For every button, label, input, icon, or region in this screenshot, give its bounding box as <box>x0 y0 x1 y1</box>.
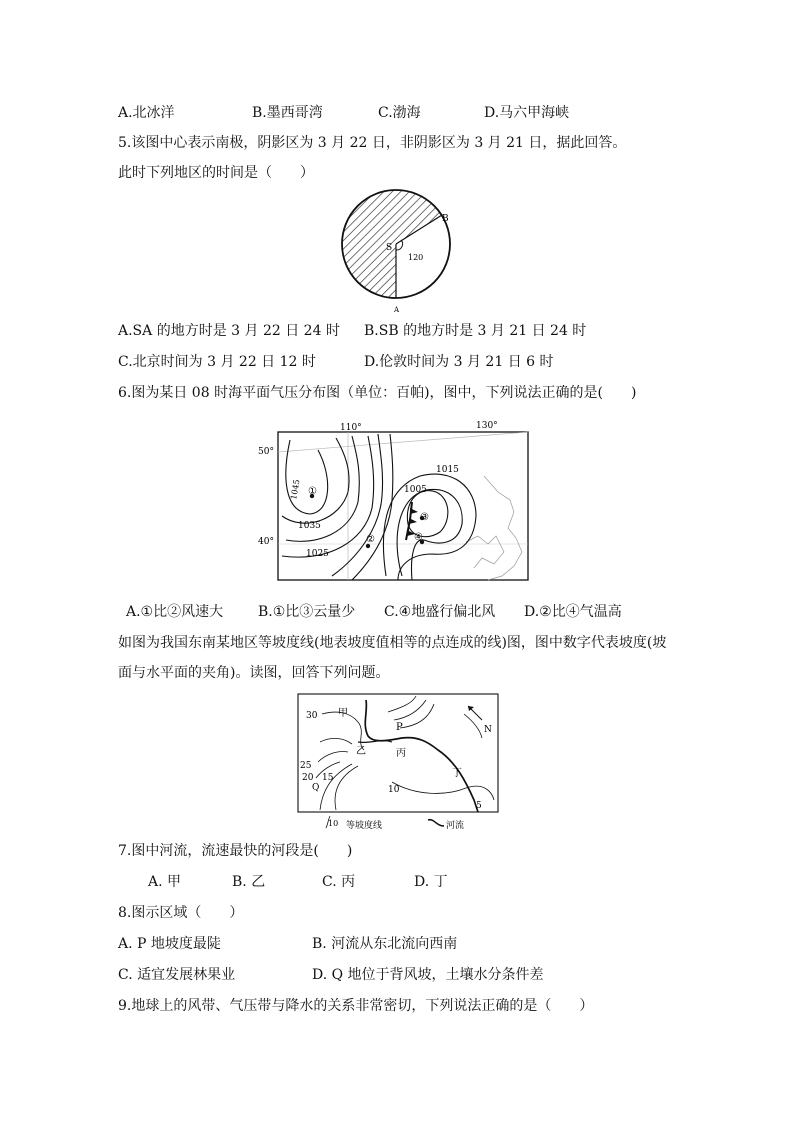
q5-option-a: A.SA 的地方时是 3 月 22 日 24 时 <box>118 323 340 339</box>
q7-fig-label-q: Q <box>312 783 320 793</box>
q4-option-a: A.北冰洋 <box>118 105 175 121</box>
q6-fig-iso-1005: 1005 <box>404 485 427 495</box>
q7-fig-contour-15: 15 <box>322 773 334 783</box>
q7-fig-label-yi: 乙 <box>356 746 366 757</box>
q7-fig-contour-25: 25 <box>300 761 312 771</box>
q8-option-c: C. 适宜发展林果业 <box>118 967 236 983</box>
q7-stem: 7.图中河流，流速最快的河段是( ) <box>118 843 353 859</box>
q6-option-b: B.①比③云量少 <box>258 604 356 620</box>
q8-option-b: B. 河流从东北流向西南 <box>312 936 458 952</box>
q6-option-d: D.②比④气温高 <box>524 604 622 620</box>
q7-fig-legend-contour: 等坡度线 <box>346 821 383 831</box>
q6-figure-pressure-map <box>252 416 534 586</box>
q7-fig-label-bing: 丙 <box>396 748 406 759</box>
q6-fig-iso-1035: 1035 <box>298 521 321 531</box>
q9-stem: 9.地球上的风带、气压带与降水的关系非常密切，下列说法正确的是（ ） <box>118 998 594 1014</box>
q5-option-c: C.北京时间为 3 月 22 日 12 时 <box>118 354 316 370</box>
q4-option-b: B.墨西哥湾 <box>252 105 323 121</box>
q7-fig-label-p: P <box>396 722 403 733</box>
q7-fig-contour-10: 10 <box>388 785 400 795</box>
q5-fig-label-120: 120 <box>408 253 424 262</box>
q6-fig-point-1: ① <box>308 486 317 497</box>
q7-fig-label-ding: 丁 <box>452 768 462 779</box>
q7-intro-line-2: 面与水平面的夹角)。读图，回答下列问题。 <box>118 665 390 681</box>
q6-fig-iso-1015: 1015 <box>436 465 459 475</box>
q7-option-c: C. 丙 <box>322 874 356 890</box>
q4-option-d: D.马六甲海峡 <box>484 105 570 121</box>
q6-option-c: C.④地盛行偏北风 <box>384 604 496 620</box>
q7-fig-legend-river: 河流 <box>446 821 465 831</box>
q6-fig-iso-1045: 1045 <box>289 478 302 501</box>
q6-fig-lat-40: 40° <box>258 537 274 547</box>
q6-fig-lon-130: 130° <box>476 421 498 431</box>
q5-fig-label-a: A <box>394 306 400 314</box>
q7-figure-slope-map <box>296 692 502 832</box>
q6-fig-point-3: ③ <box>420 512 429 523</box>
q8-option-d: D. Q 地位于背风坡，土壤水分条件差 <box>312 967 544 983</box>
q7-fig-label-n: N <box>484 725 492 735</box>
q6-fig-point-4: ④ <box>414 532 423 543</box>
q4-option-c: C.渤海 <box>378 105 421 121</box>
q7-option-b: B. 乙 <box>232 874 266 890</box>
q6-fig-lon-110: 110° <box>340 423 362 433</box>
q5-fig-label-s: S <box>386 243 393 253</box>
q5-option-b: B.SB 的地方时是 3 月 21 日 24 时 <box>364 323 587 339</box>
q7-fig-contour-20: 20 <box>302 773 314 783</box>
q5-stem: 5.该图中心表示南极，阴影区为 3 月 22 日，非阴影区为 3 月 21 日，据此回答。 <box>118 135 627 151</box>
q6-option-a: A.①比②风速大 <box>126 604 224 620</box>
q6-fig-iso-1025: 1025 <box>306 549 329 559</box>
q6-fig-lat-50: 50° <box>258 447 274 457</box>
q6-fig-point-2: ② <box>366 534 375 545</box>
q5-fig-label-b: B <box>442 214 449 224</box>
q5-figure-polar-view <box>336 188 456 314</box>
q5-option-d: D.伦敦时间为 3 月 21 日 6 时 <box>364 354 554 370</box>
q7-fig-label-jia: 甲 <box>338 708 348 719</box>
q7-fig-legend-num: 10 <box>328 819 339 828</box>
q7-intro-line-1: 如图为我国东南某地区等坡度线(地表坡度值相等的点连成的线)图，图中数字代表坡度(坡 <box>118 635 667 651</box>
q6-stem: 6.图为某日 08 时海平面气压分布图（单位：百帕)，图中，下列说法正确的是( ) <box>118 385 637 401</box>
q8-option-a: A. P 地坡度最陡 <box>118 936 221 952</box>
q7-fig-contour-30: 30 <box>306 711 318 721</box>
q7-option-a: A. 甲 <box>148 874 182 890</box>
q7-fig-contour-5: 5 <box>476 801 482 811</box>
q7-option-d: D. 丁 <box>414 874 448 890</box>
q8-stem: 8.图示区域（ ） <box>118 905 244 921</box>
q5-sub: 此时下列地区的时间是（ ） <box>118 165 314 181</box>
